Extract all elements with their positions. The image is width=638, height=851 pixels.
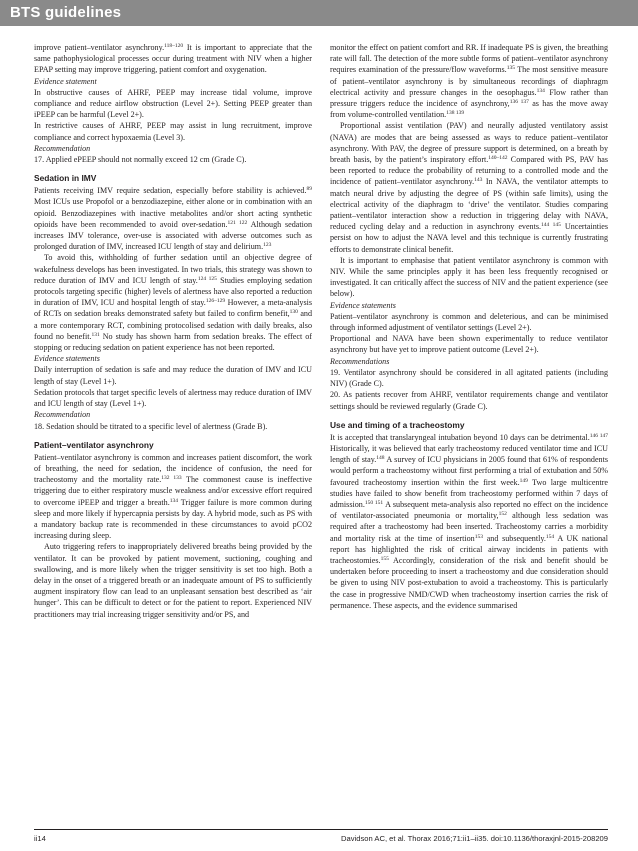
evidence-statement: In restrictive causes of AHRF, PEEP may assist in lung recruitment, improve compliance and correct hypoxaemia (Level 3). xyxy=(34,121,312,142)
evidence-statement: In obstructive causes of AHRF, PEEP may increase tidal volume, improve compliance and reduce airflow obstruction (Level 2+). Setting PEEP greater than iPEEP can be harmful (Level 2+). xyxy=(34,87,312,120)
paragraph: improve patient–ventilator asynchrony.$^{118-120}$ It is important to appreciate that the same pathophysiological processes occur during treatment with NIV when a higher EPAP setting may improve triggering, patient comfort and oxygenation. xyxy=(34,43,312,75)
evidence-statement: Proportional and NAVA have been shown experimentally to reduce ventilator asynchrony but have yet to improve patient outcome (Level 2+). xyxy=(330,334,608,355)
header-band xyxy=(0,0,638,26)
evidence-statement: Sedation protocols that target specific levels of alertness may reduce duration of IMV and ICU length of stay (Level 1+). xyxy=(34,387,312,409)
section-heading-tracheostomy: Use and timing of a tracheostomy xyxy=(330,419,465,430)
recommendation: 19. Ventilator asynchrony should be considered in all agitated patients (including NIV) (Grade C). xyxy=(330,367,608,389)
recommendation: 18. Sedation should be titrated to a specific level of alertness (Grade B). xyxy=(34,421,268,431)
recommendation-label: Recommendations xyxy=(330,356,390,366)
footer-divider xyxy=(34,829,608,830)
recommendation-label: Recommendation xyxy=(34,410,91,420)
paragraph: To avoid this, withholding of further sedation until an objective degree of wakefulness develops has been investigated. In two trials, this strategy was shown to reduce duration of IMV and ICU length of stay.$^{124 125}$ Studies employing sedation protocols targeting specific (higher) levels of alertness have also reported a reduction in duration of IMV, ICU and hospital length of stay.$^{126-129}$ However, a meta-analysis of RCTs on sedation breaks demonstrated safety but failed to confirm benefit,$^{130}$ and a more contemporary RCT, combining protocolised sedation with daily breaks, also found no benefit.$^{131}$ No study has shown harm from sedation breaks. The effect of stopping or reducing sedation on patient experience has not been reported. xyxy=(34,253,312,353)
paragraph: Patient–ventilator asynchrony is common and increases patient discomfort, the work of breathing, the need for sedation, the incidence of confusion, the need for tracheostomy and the mortality rate.$^{132 133}$ The commonest cause is ineffective triggering due to either respiratory muscle weakness and/or excessive effort required to overcome iPEEP and trigger a breath.$^{134}$ Trigger failure is more common during sleep and more likely if hypercapnia persists by day. A hybrid mode, such as PS with a mandatory backup rate is recommended in these circumstances to avoid pCO2 increasing during sleep. xyxy=(34,452,312,541)
recommendation-label: Recommendation xyxy=(34,143,91,153)
evidence-statement: Daily interruption of sedation is safe and may reduce the duration of IMV and ICU length of stay (Level 1+). xyxy=(34,365,312,386)
right-column xyxy=(330,42,608,611)
paragraph: Patients receiving IMV require sedation, especially before stability is achieved.$^{89}$ Most ICUs use Propofol or a benzodiazepine, either alone or in combination with an opioid. Benzodiazepines with inactive metabolites and/or short acting synthetic opioids have been recommended to avoid over-sedation.$^{121 122}$ Although sedation increases IMV tolerance, over-use is associated with adverse outcomes such as prolonged duration of IMV, increased ICU length of stay and delirium.$^{123}$ xyxy=(34,186,312,252)
evidence-statement: Patient–ventilator asynchrony is common and deleterious, and can be minimised through informed adjustment of ventilator settings (Level 2+). xyxy=(330,311,608,333)
paragraph: Proportional assist ventilation (PAV) and neurally adjusted ventilatory assist (NAVA) are modes that are being assessed as ways to reduce patient–ventilator asynchrony. With PAV, the degree of pressure support is determined, on a breath by breath basis, by the patient’s inspiratory effort.$^{140-142}$ Compared with PS, PAV has been reported to reduce the probability of returning to a controlled mode and the incidence of patient–ventilator asynchrony.$^{143}$ In NAVA, the ventilator attempts to match neural drive by adjusting the degree of PS (within safe limits), using the electrical activity of the diaphragm to ‘drive’ the ventilator. Studies comparing patient–ventilator interaction show a reduction in triggering delay with NAVA, reduced cycling delay and a reduction in asynchrony events.$^{144 145}$ Uncertainties persist on how to adjust the NAVA level and this technique is currently frustrating efforts to demonstrate clinical benefit. xyxy=(330,121,608,254)
left-column xyxy=(34,42,312,620)
paragraph: It is accepted that translaryngeal intubation beyond 10 days can be detrimental.$^{146 147}$ Historically, it was believed that early tracheostomy reduced ventilator time and ICU length of stay.$^{148}$ A survey of ICU physicians in 2005 found that 61% of respondents would perform a tracheostomy without first performing a trial of extubation and 50% favoured tracheostomy insertion within the first week.$^{149}$ Two large multicentre studies have failed to show benefit from tracheostomy performed within 7 days of admission.$^{150 151}$ A subsequent meta-analysis also reported no effect on the incidence of ventilator-associated pneumonia or mortality,$^{152}$ although less sedation was required after a tracheostomy had been inserted. Tracheostomy carries a morbidity and mortality risk at the time of insertion$^{153}$ and subsequently.$^{154}$ A UK national report has highlighted the risk of critical airway incidents in patients with tracheostomies.$^{155}$ Accordingly, consideration of the risk and benefit should be undertaken before proceeding to insert a tracheostomy and due consideration should be given to using NIV post-extubation to avoid a tracheostomy. This is particularly the case in progressive NMD/CWD when tracheostomy insertion carries the risk of permanence. These aspects, and the evidence summarised xyxy=(330,432,609,610)
page-number: ii14 xyxy=(34,834,46,843)
paragraph: Auto triggering refers to inappropriately delivered breaths being provided by the ventilator. It can be provoked by patient movement, suctioning, coughing and swallowing, and is more likely when the trigger sensitivity is set too high. Both a delay in the onset of a triggered breath or an inadequate amount of PS to sufficiently augment inspiratory flow can lead to an unpleasant sensation best described as ‘air hunger’. This can be difficult to detect or for the patient to report. Experienced NIV practitioners may trial increasing trigger sensitivity and/or PS, and xyxy=(34,542,312,619)
recommendation: 17. Applied ePEEP should not normally exceed 12 cm (Grade C). xyxy=(34,155,247,165)
citation: Davidson AC, et al. Thorax 2016;71:ii1–ii35. doi:10.1136/thoraxjnl-2015-208209 xyxy=(341,834,608,843)
section-title: BTS guidelines xyxy=(10,4,122,21)
paragraph: It is important to emphasise that patient ventilator asynchrony is common with NIV. While the same principles apply it has been less frequently recognised or investigated. It can critically affect the success of NIV and the patient experience (see below). xyxy=(330,255,608,299)
section-heading-asynchrony: Patient–ventilator asynchrony xyxy=(34,439,154,450)
paragraph: monitor the effect on patient comfort and RR. If inadequate PS is given, the breathing rate will fall. The detection of the more subtle forms of patient–ventilator asynchrony requires examination of the pressure/flow waveforms.$^{135}$ The most sensitive measure of patient–ventilator asynchrony is by simultaneous recordings of diaphragm electrical activity and pressure changes in the oesophagus.$^{134}$ Flow rather than pressure triggers reduce the incidence of asynchrony,$^{136 137}$ as has the move away from volume-controlled ventilation.$^{138 139}$ xyxy=(330,43,609,120)
evidence-label: Evidence statement xyxy=(34,76,97,86)
section-heading-sedation: Sedation in IMV xyxy=(34,173,97,184)
recommendation: 20. As patients recover from AHRF, ventilator requirements change and ventilator settings should be reviewed regularly (Grade C). xyxy=(330,390,608,411)
evidence-label: Evidence statements xyxy=(34,354,100,364)
evidence-label: Evidence statements xyxy=(330,300,396,310)
